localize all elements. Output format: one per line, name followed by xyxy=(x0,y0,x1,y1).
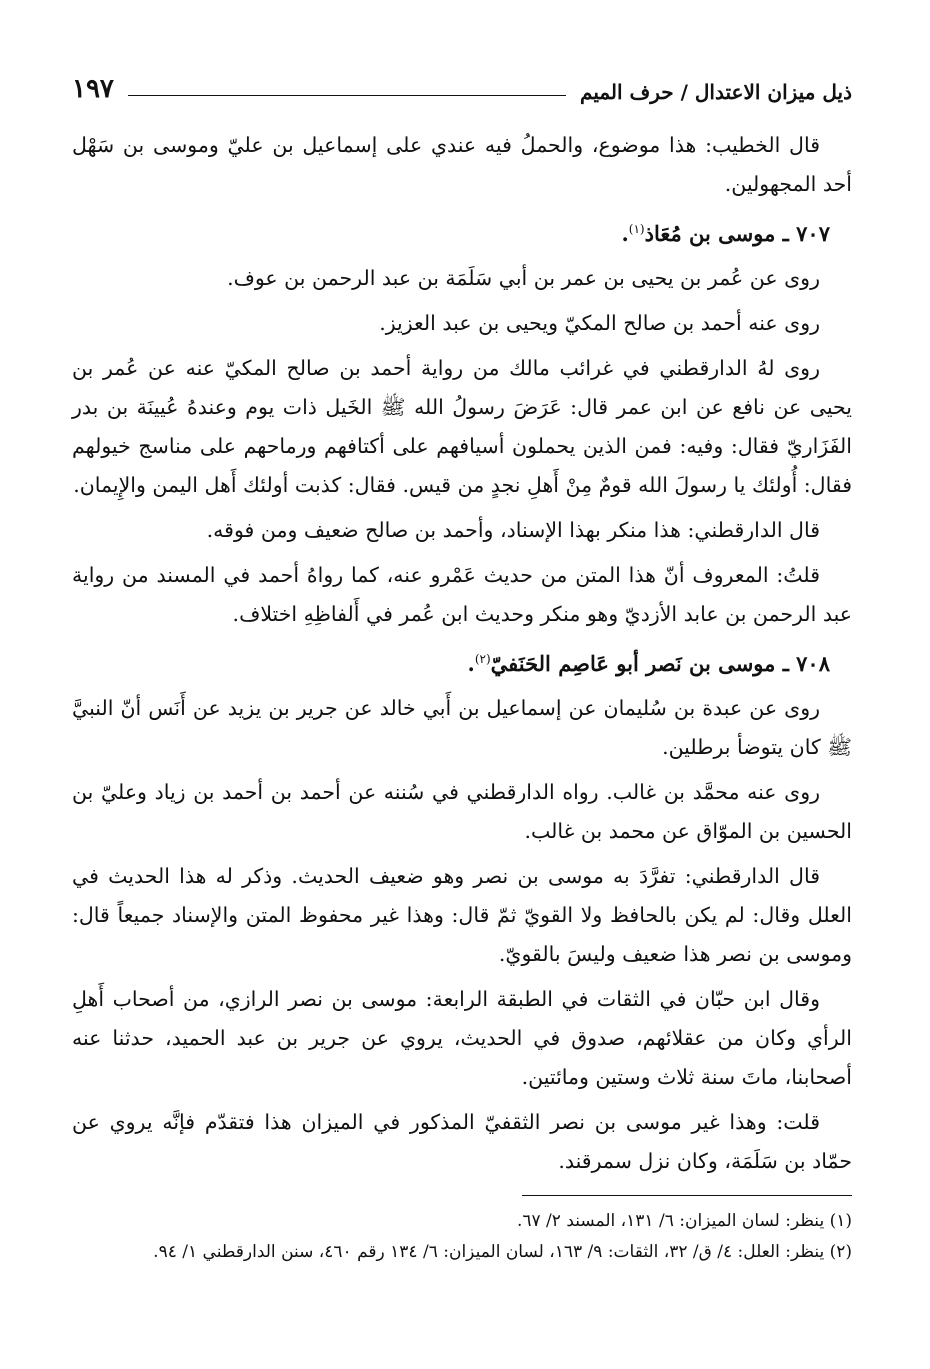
body-paragraph: قال الدارقطني: هذا منكر بهذا الإسناد، وأحمد بن صالح ضعيف ومن فوقه. xyxy=(206,518,820,542)
footnote-marker: (٢) xyxy=(474,652,491,666)
entry-tail: . xyxy=(467,651,475,676)
entry-heading xyxy=(72,640,852,683)
body-paragraph: روى عن عبدة بن سُليمان عن إسماعيل بن أَبي خالد عن جرير بن يزيد عن أَنَس أنّ النبيَّ ﷺ كان يتوضأ برطلين. xyxy=(72,696,852,759)
page-number: ١٩٧ xyxy=(72,74,114,104)
entry-tail: . xyxy=(621,221,629,246)
body-paragraph: قال الخطيب: هذا موضوع، والحملُ فيه عندي على إسماعيل بن عليّ وموسى بن سَهْل أحد المجهولين. xyxy=(72,133,852,196)
body-paragraph: روى لهُ الدارقطني في غرائب مالك من رواية أحمد بن صالح المكيّ عنه عن عُمر بن يحيى عن نافع عن ابن عمر قال: عَرَضَ رسولُ الله ﷺ الخَيل ذات يوم وعندهُ عُيينَة بن بدر الفَزَاريّ فقال: وفيه: فمن الذين يحملون أسيافهم على أكتافهم ورماحهم على مناسج خيولهم فقال: أُولئك يا رسولَ الله قومٌ مِنْ أَهلِ نجدٍ من قيس. فقال: كذبت أولئك أَهل اليمن والإِيمان. xyxy=(72,356,852,497)
header-rule xyxy=(128,95,566,96)
body-paragraph: قلت: وهذا غير موسى بن نصر الثقفيّ المذكور في الميزان هذا فتقدّم فإنَّه يروي عن حمّاد بن سَلَمَة، وكان نزل سمرقند. xyxy=(72,1110,852,1173)
footnote-marker: (١) xyxy=(628,222,645,236)
footnotes xyxy=(72,1206,852,1268)
running-title: ذيل ميزان الاعتدال / حرف الميم xyxy=(580,80,852,104)
entry-heading xyxy=(72,210,852,253)
footnote: (٢) ينظر: العلل: ٤/ ق/ ٣٢، الثقات: ٩/ ١٦٣، لسان الميزان: ٦/ ١٣٤ رقم ٤٦٠، سنن الدارقطني ١/ ٩٤. xyxy=(153,1242,852,1262)
body-paragraph: روى عنه محمَّد بن غالب. رواه الدارقطني في سُننه عن أحمد بن أحمد بن زياد وعليّ بن الحسين بن الموّاق عن محمد بن غالب. xyxy=(72,780,852,843)
body-paragraph: وقال ابن حبّان في الثقات في الطبقة الرابعة: موسى بن نصر الرازي، من أصحاب أَهلِ الرأي وكان من عقلائهم، صدوق في الحديث، يروي عن جرير بن عبد الحميد، حدثنا عنه أصحابنا، ماتَ سنة ثلاث وستين ومائتين. xyxy=(72,987,852,1089)
entry-title: ٧٠٨ ـ موسى بن نَصر أبو عَاصِم الحَنَفيّ xyxy=(490,651,830,676)
page-header xyxy=(72,62,852,104)
page-body xyxy=(72,126,852,1181)
body-paragraph: قلتُ: المعروف أنّ هذا المتن من حديث عَمْرو عنه، كما رواهُ أحمد في المسند من رواية عبد الرحمن بن عابد الأزديّ وهو منكر وحديث ابن عُمر في أَلفاظِهِ اختلاف. xyxy=(72,563,852,626)
body-paragraph: روى عن عُمر بن يحيى بن عمر بن أبي سَلَمَة بن عبد الرحمن بن عوف. xyxy=(227,266,820,290)
footnote-separator xyxy=(522,1195,852,1196)
body-paragraph: روى عنه أحمد بن صالح المكيّ ويحيى بن عبد العزيز. xyxy=(379,311,820,335)
body-paragraph: قال الدارقطني: تفرَّدَ به موسى بن نصر وهو ضعيف الحديث. وذكر له هذا الحديث في العلل وقال: لم يكن بالحافظ ولا القويّ ثمّ قال: وهذا غير محفوظ المتن والإسناد جميعاً قال: وموسى بن نصر هذا ضعيف وليسَ بالقويّ. xyxy=(72,864,852,966)
entry-title: ٧٠٧ ـ موسى بن مُعَاذ xyxy=(644,221,830,246)
footnote: (١) ينظر: لسان الميزان: ٦/ ١٣١، المسند ٢/ ٦٧. xyxy=(516,1211,852,1231)
